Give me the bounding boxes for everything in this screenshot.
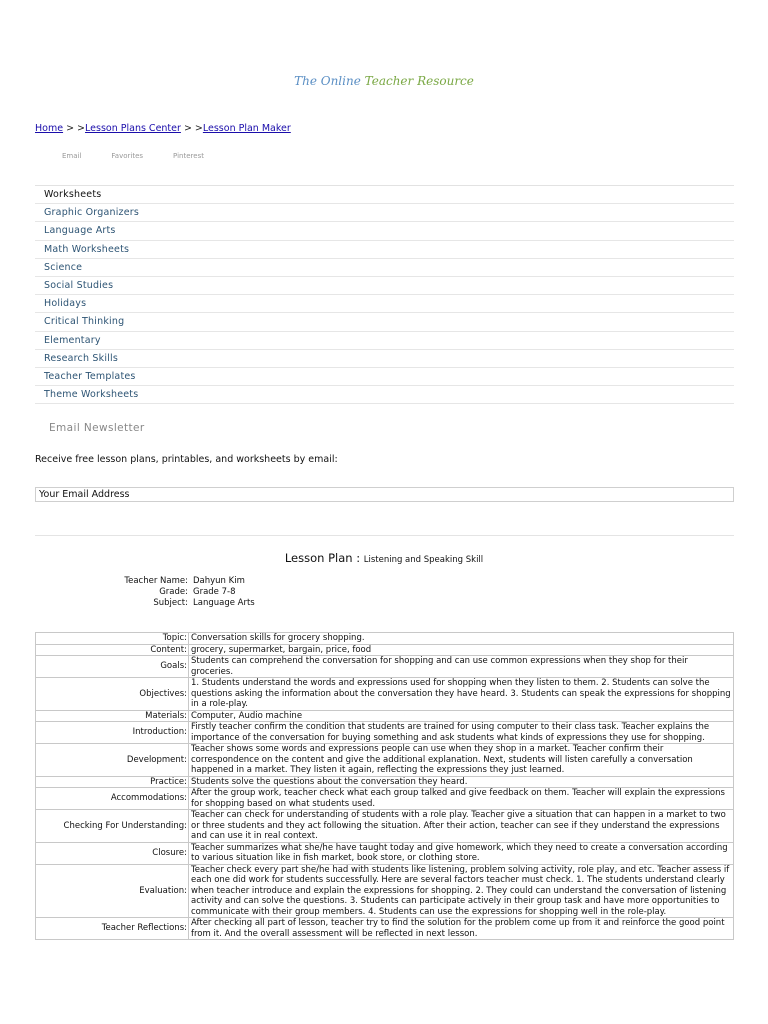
table-row [36, 864, 734, 918]
share-email-link[interactable]: Email [62, 152, 82, 160]
meta-label: Grade: [159, 587, 188, 597]
share-favorites-link[interactable]: Favorites [111, 152, 144, 160]
newsletter-text: Receive free lesson plans, printables, and worksheets by email: [35, 454, 338, 465]
row-label: Evaluation: [36, 864, 189, 918]
row-value: Teacher check every part she/he had with students like listening, problem solving activity, role play, and etc. Teacher assess if each one did work for students successfully. Here are several factors teacher must check. 1. The students understand clearly when teacher introduce and explain the expressions for shopping. 2. They could can understand the conversation of listening activity and can solve the questions. 3. Students can participate actively in their group task and have more opportunities to communicate with their group members. 4. Students can use the expressions for shopping well in the role-play. [189, 864, 734, 918]
menu-item-science[interactable]: Science [35, 259, 734, 277]
menu-item-teacher-templates[interactable]: Teacher Templates [35, 368, 734, 386]
row-value: grocery, supermarket, bargain, price, food [189, 644, 734, 656]
row-label: Accommodations: [36, 788, 189, 810]
divider [35, 535, 734, 536]
meta-label: Subject: [153, 598, 188, 608]
email-input[interactable]: Your Email Address [35, 487, 734, 502]
lesson-plan-subtitle: Listening and Speaking Skill [363, 555, 484, 565]
row-label: Content: [36, 644, 189, 656]
menu-item-elementary[interactable]: Elementary [35, 332, 734, 350]
row-value: Students solve the questions about the conversation they heard. [189, 776, 734, 788]
breadcrumb-separator: > > [180, 123, 203, 134]
row-value: Firstly teacher confirm the condition that students are trained for using computer to their class task. Teacher explains the importance of the conversation for buying something and ask students what kinds of expressions they use for shopping. [189, 722, 734, 744]
table-row [36, 810, 734, 843]
menu-item-theme-worksheets[interactable]: Theme Worksheets [35, 386, 734, 404]
menu-item-language-arts[interactable]: Language Arts [35, 222, 734, 240]
newsletter-heading: Email Newsletter [49, 422, 145, 434]
meta-value: Grade 7-8 [193, 587, 236, 597]
row-value: 1. Students understand the words and expressions used for shopping when they listen to them. 2. Students can solve the questions asking the information about the conversation they have heard. 3. Students can speak the expressions for shopping in a role-play. [189, 678, 734, 711]
table-row [36, 644, 734, 656]
table-row [36, 633, 734, 645]
lesson-plan-title-label: Lesson Plan : [284, 551, 364, 565]
row-label: Closure: [36, 842, 189, 864]
meta-value: Language Arts [193, 598, 255, 608]
meta-row [35, 598, 255, 609]
row-label: Goals: [36, 656, 189, 678]
row-value: Teacher shows some words and expressions people can use when they shop in a market. Teacher confirm their correspondence on the content and give the additional explanation. Next, students will listen carefully a conversation happened in a market. They listen it again, reflecting the expressions they just learned. [189, 744, 734, 777]
lesson-plan-title [0, 551, 768, 565]
menu-item-critical-thinking[interactable]: Critical Thinking [35, 313, 734, 331]
row-label: Topic: [36, 633, 189, 645]
row-value: Teacher summarizes what she/he have taught today and give homework, which they need to create a conversation according to various situation like in fish market, book store, or clothing store. [189, 842, 734, 864]
row-label: Materials: [36, 710, 189, 722]
row-value: Computer, Audio machine [189, 710, 734, 722]
row-value: Teacher can check for understanding of students with a role play. Teacher give a situation that can happen in a market to two or three students and they act following the situation. After their action, teacher can see if they understand the expressions and can use it in real context. [189, 810, 734, 843]
menu-item-math-worksheets[interactable]: Math Worksheets [35, 241, 734, 259]
site-title-part1: The Online [294, 74, 365, 88]
row-label: Practice: [36, 776, 189, 788]
breadcrumb-separator: > > [63, 123, 86, 134]
table-row [36, 842, 734, 864]
table-row [36, 744, 734, 777]
table-row [36, 678, 734, 711]
meta-label: Teacher Name: [124, 576, 188, 586]
table-row [36, 776, 734, 788]
breadcrumb-lesson-plans-center-link[interactable]: Lesson Plans Center [85, 123, 181, 134]
table-row [36, 656, 734, 678]
table-row [36, 710, 734, 722]
breadcrumb [35, 123, 291, 134]
menu-item-graphic-organizers[interactable]: Graphic Organizers [35, 204, 734, 222]
meta-row [35, 587, 255, 598]
share-pinterest-link[interactable]: Pinterest [173, 152, 204, 160]
meta-value: Dahyun Kim [193, 576, 245, 586]
breadcrumb-home-link[interactable]: Home [35, 123, 64, 134]
breadcrumb-lesson-plan-maker-link[interactable]: Lesson Plan Maker [202, 123, 291, 134]
row-value: Students can comprehend the conversation for shopping and can use common expressions when they shop for their groceries. [189, 656, 734, 678]
meta-row [35, 576, 255, 587]
row-value: After checking all part of lesson, teacher try to find the solution for the problem come up from it and reinforce the good point from it. And the overall assessment will be reflected in next lesson. [189, 918, 734, 940]
row-label: Teacher Reflections: [36, 918, 189, 940]
site-title-part2: Teacher Resource [364, 74, 474, 88]
menu-item-research-skills[interactable]: Research Skills [35, 350, 734, 368]
row-label: Objectives: [36, 678, 189, 711]
menu-item-social-studies[interactable]: Social Studies [35, 277, 734, 295]
table-row [36, 722, 734, 744]
row-label: Checking For Understanding: [36, 810, 189, 843]
menu-item-holidays[interactable]: Holidays [35, 295, 734, 313]
table-row [36, 788, 734, 810]
row-value: Conversation skills for grocery shopping. [189, 633, 734, 645]
lesson-plan-table [35, 632, 734, 940]
table-row [36, 918, 734, 940]
site-title [0, 74, 768, 88]
row-label: Development: [36, 744, 189, 777]
menu-item-worksheets[interactable]: Worksheets [35, 186, 734, 204]
row-label: Introduction: [36, 722, 189, 744]
row-value: After the group work, teacher check what each group talked and give feedback on them. Teacher will explain the expressions for shopping based on what students used. [189, 788, 734, 810]
category-menu [35, 185, 734, 404]
share-bar [62, 152, 234, 160]
lesson-meta [35, 576, 255, 609]
